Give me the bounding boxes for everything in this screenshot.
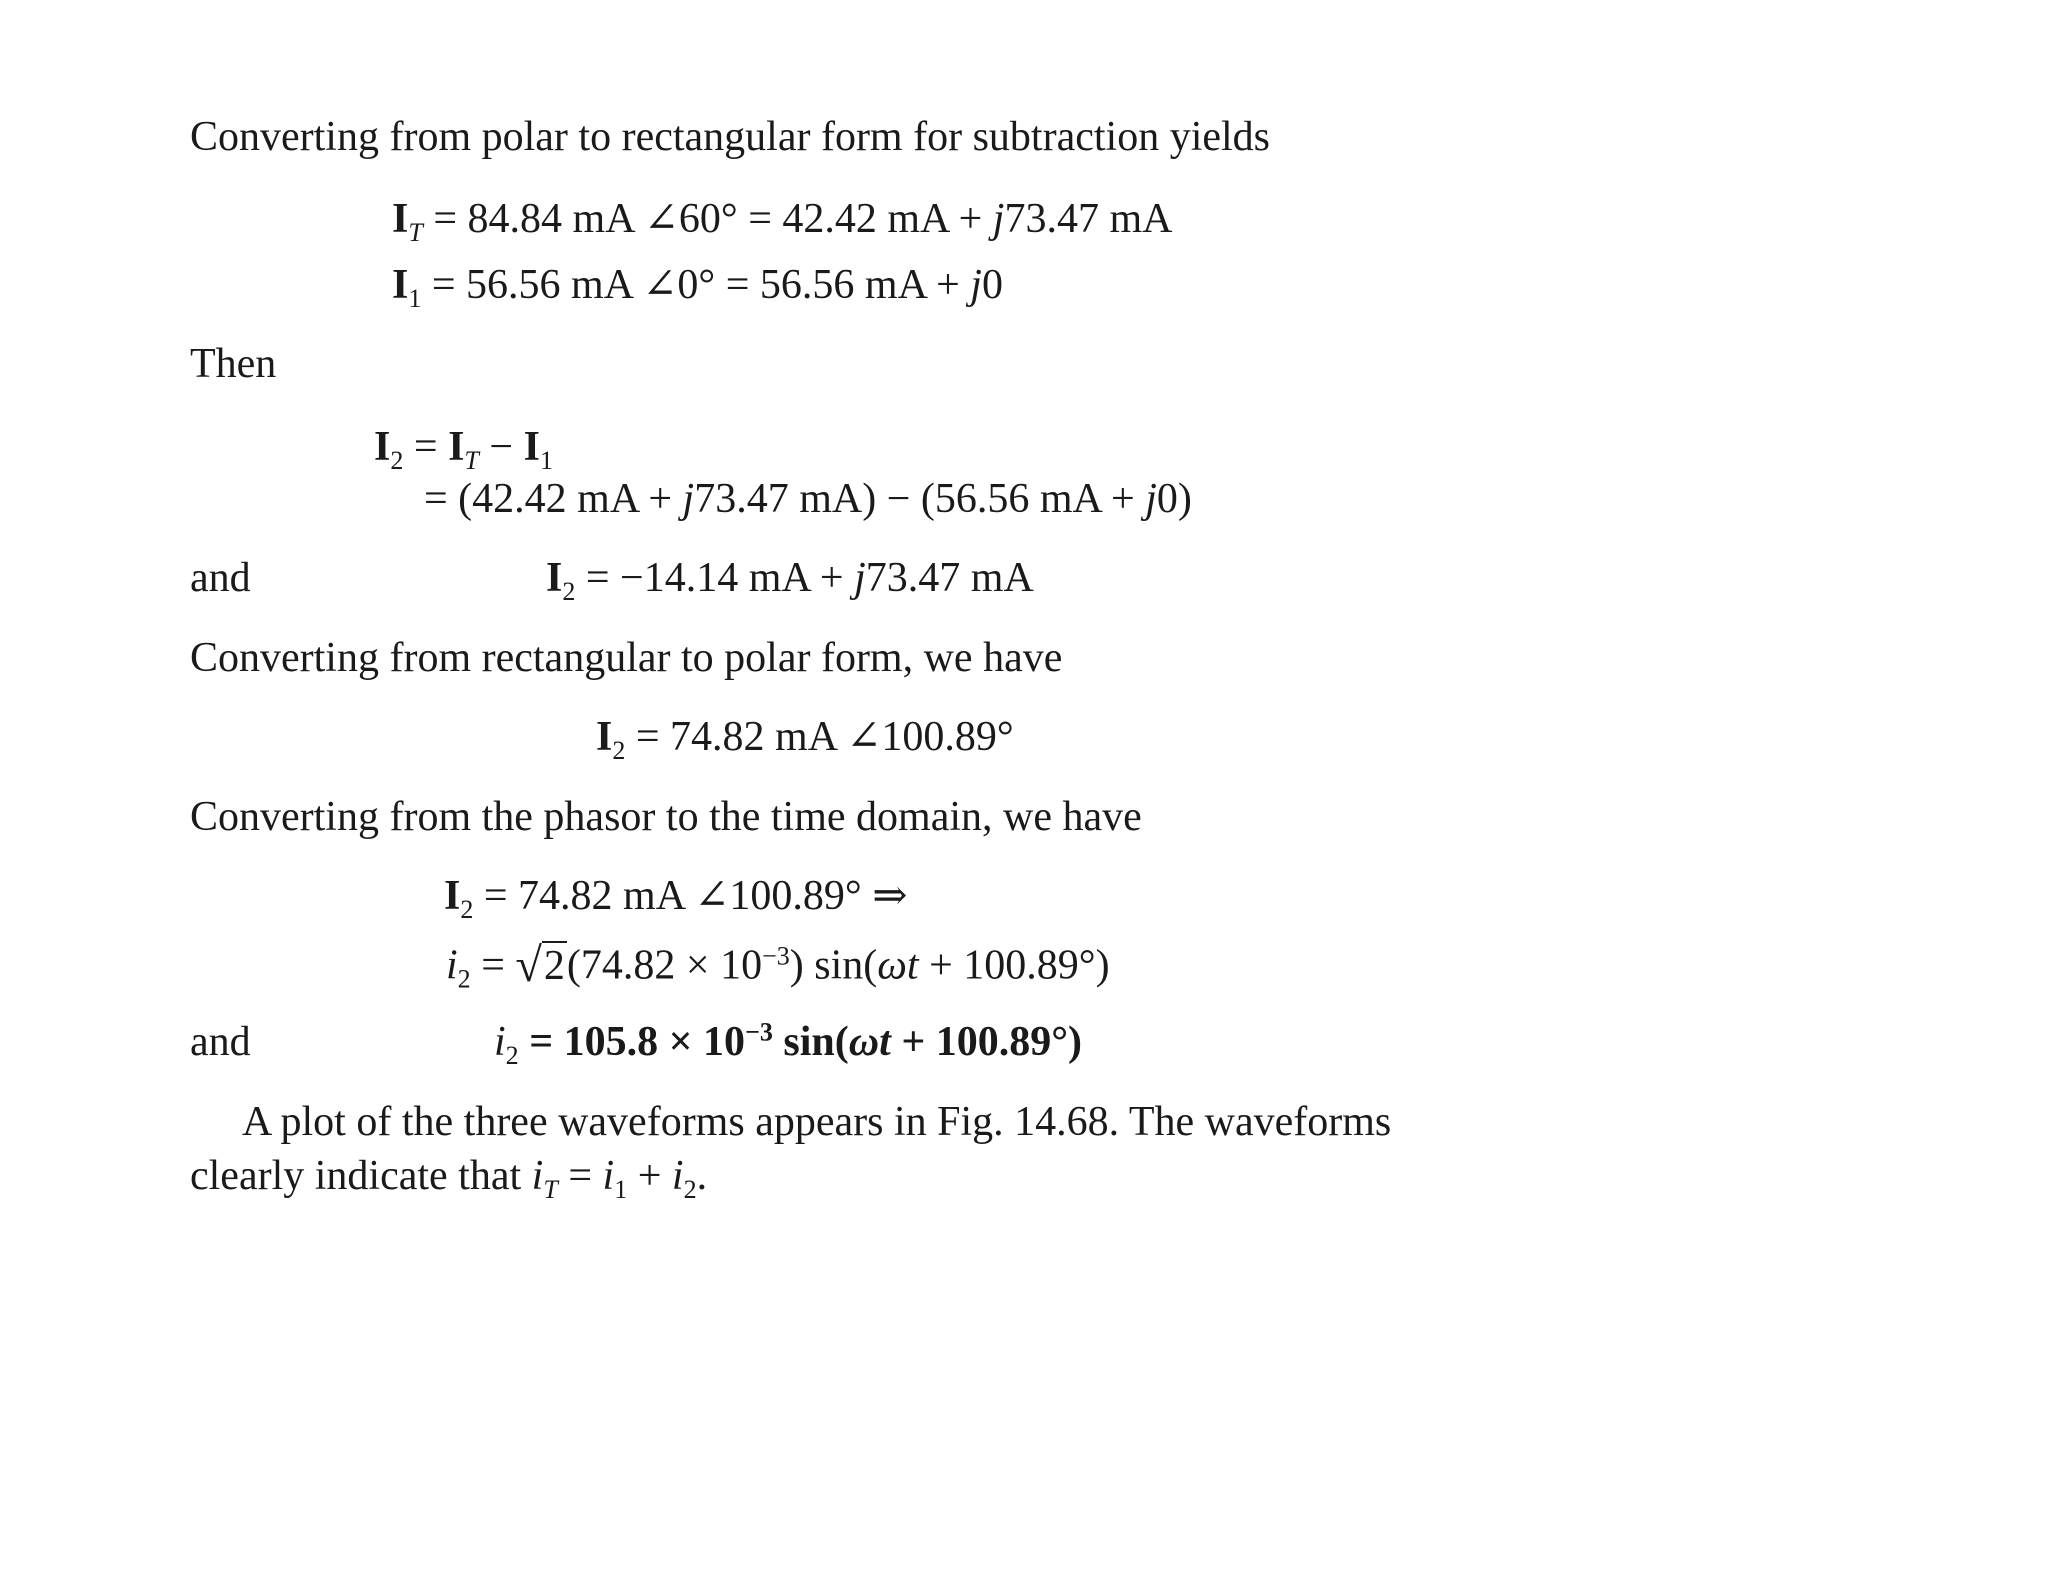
eq3-minus: − [478, 424, 524, 470]
eq7-rhs: = 74.82 mA ∠100.89° ⇒ [473, 873, 908, 919]
plot-paragraph-line1: A plot of the three waveforms appears in Fig. 14.68. The waveforms [242, 1099, 1392, 1145]
j-symbol: j [992, 196, 1005, 242]
eq5-tail: 73.47 mA [865, 555, 1034, 601]
sub-1: 1 [539, 446, 553, 476]
j-symbol: j [970, 262, 982, 308]
then-label: Then [190, 341, 277, 387]
var-I: I [374, 424, 391, 470]
eq3-equals: = [403, 424, 449, 470]
intro-sentence: Converting from polar to rectangular form for subtraction yields [190, 114, 1271, 160]
eq9-part2: sin( [772, 1019, 849, 1065]
sub-1: 1 [408, 284, 422, 314]
square-root [515, 939, 567, 992]
final-equals: = [557, 1153, 603, 1199]
and-label: and [190, 555, 251, 601]
var-i: i [446, 942, 458, 989]
sub-2: 2 [612, 736, 626, 766]
omega-t: ωt [877, 942, 919, 989]
equation-i2-polar [596, 714, 1014, 766]
radicand: 2 [543, 942, 565, 989]
var-I: I [596, 714, 613, 760]
radical-sign: √ [515, 939, 542, 992]
eq4-part3: 0) [1156, 476, 1192, 522]
exponent: −3 [762, 941, 790, 971]
equation-i2-time-sqrt [446, 939, 1110, 994]
eq4-part1: = (42.42 mA + [424, 476, 683, 522]
sub-1: 1 [614, 1175, 628, 1205]
var-I: I [546, 555, 563, 601]
final-plus: + [627, 1153, 672, 1199]
var-i: i [602, 1153, 615, 1199]
eq8-part2: ) sin( [789, 942, 878, 989]
sub-2: 2 [562, 577, 576, 607]
eq5-rhs: = −14.14 mA + [575, 555, 855, 601]
var-i: i [531, 1153, 544, 1199]
plot-line2-prefix: clearly indicate that [190, 1153, 522, 1199]
sub-2: 2 [390, 446, 404, 476]
eq9-part1: = 105.8 × 10 [518, 1019, 746, 1065]
eq2-tail: 0 [981, 262, 1003, 308]
j-symbol: j [1145, 476, 1157, 522]
var-i: i [671, 1153, 684, 1199]
sub-2: 2 [457, 964, 471, 994]
var-I: I [448, 424, 465, 470]
omega-t: ωt [848, 1019, 891, 1065]
equation-i2-substitution [424, 478, 1192, 520]
and-label-2: and [190, 1019, 251, 1065]
equation-i2-time-result [494, 1017, 1083, 1071]
sub-2: 2 [460, 895, 474, 925]
eq1-tail: 73.47 mA [1004, 196, 1173, 242]
var-I: I [392, 196, 409, 242]
eq8-part1: (74.82 × 10 [566, 942, 763, 989]
equation-i2-definition [374, 424, 553, 476]
j-symbol: j [854, 555, 866, 601]
eq6-rhs: = 74.82 mA ∠100.89° [625, 714, 1014, 760]
plot-paragraph-line2 [190, 1153, 708, 1205]
exponent: −3 [745, 1017, 773, 1047]
final-period: . [696, 1153, 708, 1199]
eq4-part2: 73.47 mA) − (56.56 mA + [694, 476, 1146, 522]
var-I: I [444, 873, 461, 919]
equation-it-polar-rect [392, 196, 1173, 248]
equation-i1-polar-rect [392, 262, 1003, 314]
eq8-equals: = [470, 942, 516, 989]
sub-2: 2 [505, 1041, 519, 1071]
sub-T: T [464, 446, 479, 476]
sub-2: 2 [683, 1175, 697, 1205]
phasor-to-time-sentence: Converting from the phasor to the time domain, we have [190, 794, 1142, 840]
var-I: I [392, 262, 409, 308]
eq8-part3: + 100.89°) [918, 942, 1110, 989]
equation-i2-phasor-implies [444, 873, 908, 925]
eq2-rhs: = 56.56 mA ∠0° = 56.56 mA + [421, 262, 971, 308]
eq1-rhs: = 84.84 mA ∠60° = 42.42 mA + [422, 196, 993, 242]
sub-T: T [543, 1175, 558, 1205]
equation-i2-rect-result [546, 555, 1034, 607]
var-I: I [523, 424, 540, 470]
eq9-part3: + 100.89°) [890, 1019, 1083, 1065]
j-symbol: j [682, 476, 695, 522]
sub-T: T [408, 218, 423, 248]
var-i: i [494, 1019, 506, 1065]
rect-to-polar-sentence: Converting from rectangular to polar form, we have [190, 635, 1063, 681]
